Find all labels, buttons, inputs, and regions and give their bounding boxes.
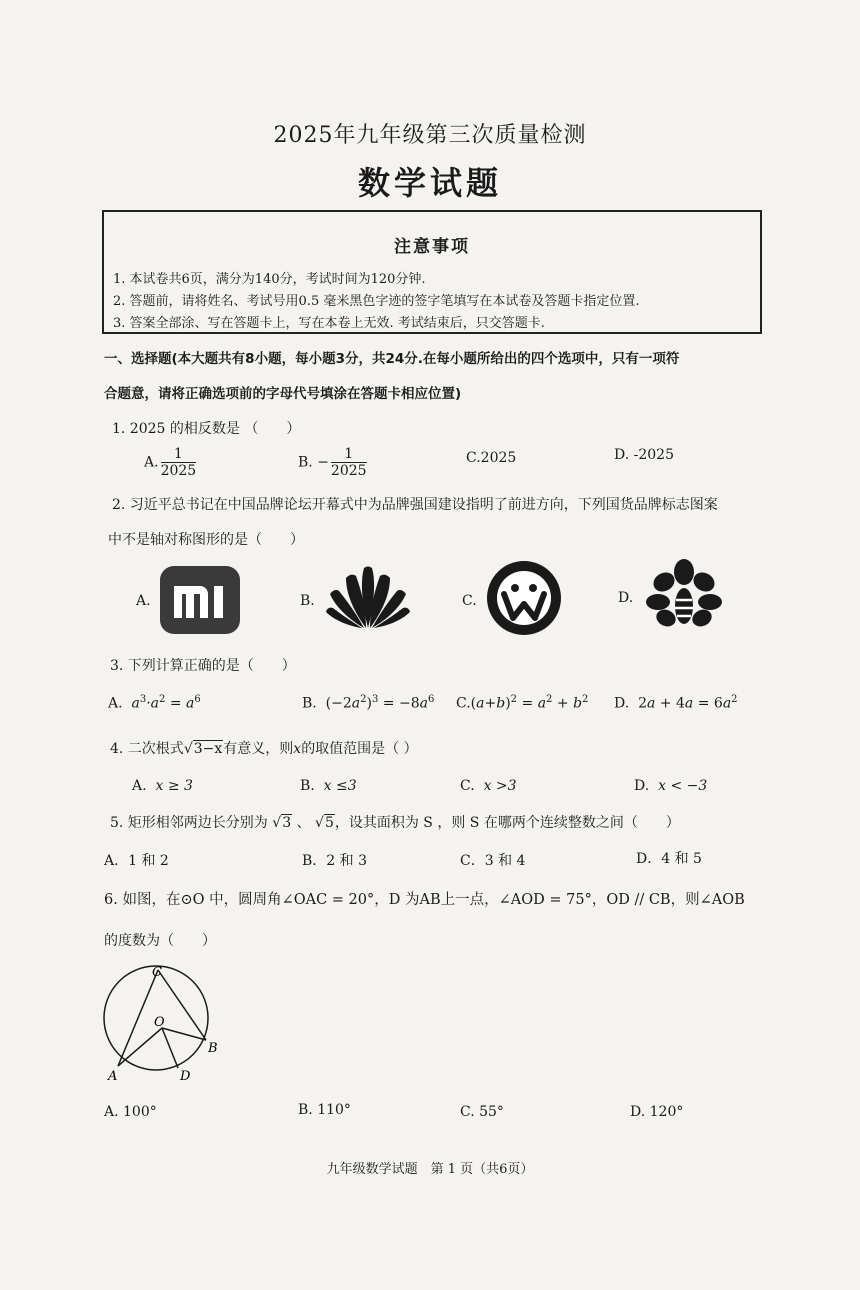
w-circle-logo-icon <box>486 560 562 640</box>
q5-option-c: C．3 和 4 <box>460 853 526 869</box>
notice-item: 1. 本试卷共6页，满分为140分，考试时间为120分钟. <box>113 272 426 287</box>
q1-option-a <box>144 446 198 479</box>
question-5-stem: 5. 矩形相邻两边长分别为 √3 、 √5，设其面积为 S ，则 S 在哪两个连续整数之间（ ） <box>110 815 680 831</box>
option-label: D. <box>614 695 630 712</box>
q5-option-b: B．2 和 3 <box>302 853 368 869</box>
circle-geometry-figure <box>96 960 236 1090</box>
radicand: 3−x <box>193 741 223 757</box>
stem-text: 5. 矩形相邻两边长分别为 <box>110 815 268 831</box>
q5-option-a: A．1 和 2 <box>104 853 169 869</box>
stem-text: 4. 二次根式 <box>110 741 184 757</box>
question-6-stem: 的度数为（ ） <box>104 933 216 949</box>
point-label-d: D <box>180 1069 191 1084</box>
q6-option-b: B. 110° <box>298 1102 351 1118</box>
xiaomi-logo-icon <box>160 566 240 638</box>
point-label-a: A <box>108 1069 118 1084</box>
q4-option-b <box>300 778 357 794</box>
question-2-stem: 中不是轴对称图形的是（ ） <box>108 532 304 548</box>
q4-option-a <box>132 778 193 794</box>
q6-option-d: D. 120° <box>630 1104 684 1120</box>
flower-bee-logo-icon <box>644 558 724 636</box>
q2-label-a: A. <box>136 593 151 609</box>
radicand: 3 <box>282 815 292 831</box>
q3-option-b: B. $(-2a^2)^3 = -8a^6$ <box>302 694 435 712</box>
q5-option-d: D．4 和 5 <box>636 851 702 867</box>
huawei-logo-icon <box>324 564 412 634</box>
separator: 、 <box>296 815 311 831</box>
fraction-numerator: 1 <box>331 446 367 463</box>
option-label: C. <box>460 778 475 794</box>
option-label: B. <box>300 778 315 794</box>
stem-text: ，设其面积为 S ，则 S 在哪两个连续整数之间（ ） <box>334 815 680 831</box>
notice-item: 2. 答题前，请将姓名、考试号用0.5 毫米黑色字迹的签字笔填写在本试卷及答题卡指定位置. <box>113 294 640 309</box>
notice-title: 注意事项 <box>394 237 470 257</box>
option-value: x < −3 <box>658 778 708 794</box>
point-label-c: C <box>152 965 162 980</box>
option-value: x ≤3 <box>323 778 357 794</box>
section-heading: 一、选择题(本大题共有8小题，每小题3分，共24分.在每小题所给出的四个选项中，只有一项符 <box>104 351 680 367</box>
q2-label-c: C. <box>462 593 477 609</box>
q1-option-b <box>298 446 369 479</box>
point-label-o: O <box>154 1015 165 1030</box>
q4-option-c <box>460 778 517 794</box>
option-label: A. <box>132 778 147 794</box>
stem-text: 有意义，则 <box>223 741 294 757</box>
subject-title: 数学试题 <box>357 164 502 202</box>
section-heading: 合题意，请将正确选项前的字母代号填涂在答题卡相应位置) <box>104 386 462 402</box>
variable: x <box>293 741 302 757</box>
question-1-stem: 1. 2025 的相反数是 （ ） <box>112 421 301 437</box>
option-label: B. − <box>298 454 329 471</box>
option-label: B. <box>302 695 317 712</box>
radicand: 5 <box>324 815 334 831</box>
page-footer: 九年级数学试题 第 1 页（共6页） <box>326 1162 534 1177</box>
q1-option-c: C.2025 <box>466 450 517 466</box>
question-6-stem: 6. 如图，在⊙O 中，圆周角∠OAC = 20°，D 为AB上一点，∠AOD = 75°，OD // CB，则∠AOB <box>104 892 745 908</box>
option-label: C. <box>456 695 471 712</box>
option-label: D. <box>634 778 650 794</box>
question-4-stem: 4. 二次根式√3−x有意义，则x的取值范围是（ ） <box>110 741 418 757</box>
stem-text: 的取值范围是（ ） <box>301 741 418 757</box>
question-2-stem: 2. 习近平总书记在中国品牌论坛开幕式中为品牌强国建设指明了前进方向，下列国货品牌标志图案 <box>112 497 718 513</box>
q6-option-c: C. 55° <box>460 1104 504 1120</box>
option-value: x >3 <box>483 778 517 794</box>
q3-option-c: $C.(a+b)^2 = a^2 + b^2$ <box>456 694 589 712</box>
option-label: A. <box>144 454 159 471</box>
exam-title: 2025年九年级第三次质量检测 <box>273 123 587 148</box>
q6-option-a: A. 100° <box>104 1104 157 1120</box>
q3-option-a: A. $a^3\cdot a^2 = a^6$ <box>108 694 201 712</box>
question-3-stem: 3. 下列计算正确的是（ ） <box>110 658 296 674</box>
fraction-denominator: 2025 <box>160 463 197 479</box>
fraction-denominator: 2025 <box>330 463 367 479</box>
q2-label-b: B. <box>300 593 315 609</box>
q2-label-d: D. <box>618 590 634 606</box>
q3-option-d: D. $2a + 4a = 6a^2$ <box>614 694 738 712</box>
option-label: A. <box>108 695 123 712</box>
option-value: x ≥ 3 <box>155 778 193 794</box>
q1-option-d: D. -2025 <box>614 447 674 463</box>
fraction-numerator: 1 <box>161 446 197 463</box>
point-label-b: B <box>208 1041 218 1056</box>
notice-item: 3. 答案全部涂、写在答题卡上，写在本卷上无效. 考试结束后，只交答题卡. <box>113 316 545 331</box>
q4-option-d <box>634 778 707 794</box>
